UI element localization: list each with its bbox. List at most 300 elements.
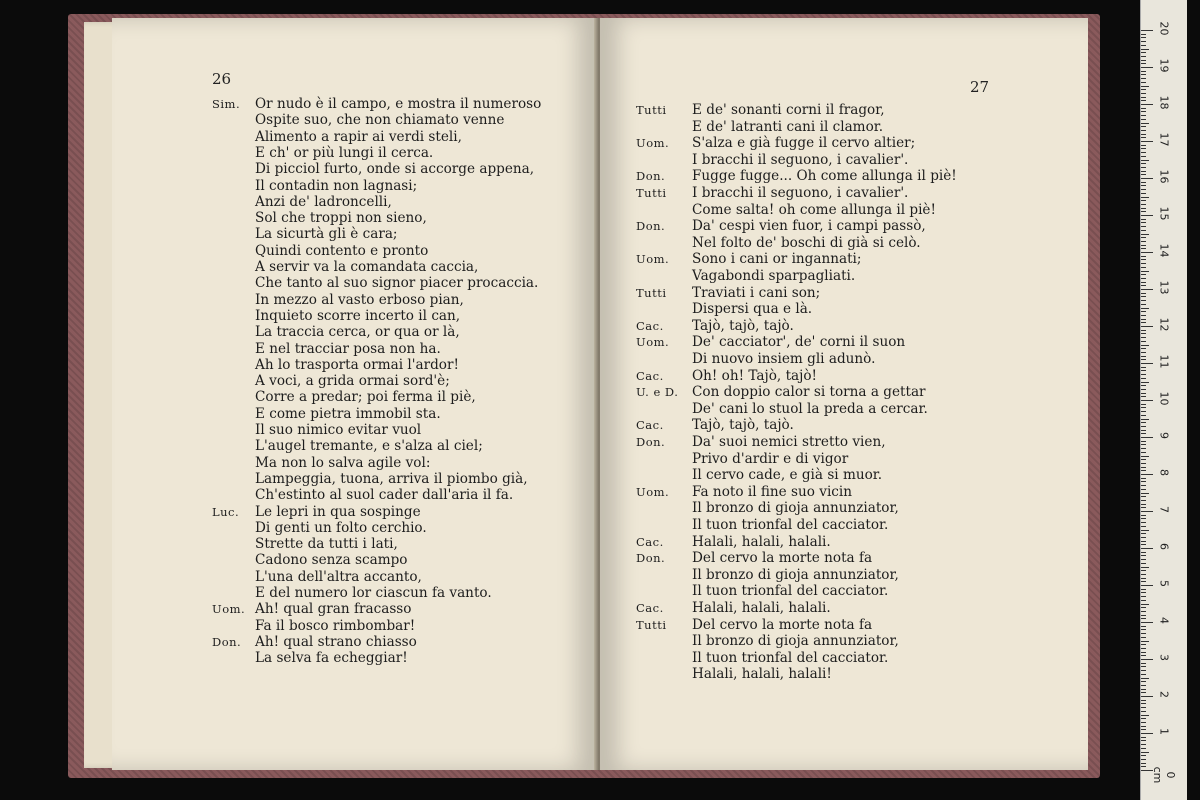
ruler-minor-tick [1141,267,1146,268]
ruler-minor-tick [1141,470,1146,471]
verse-line: Del cervo la morte nota fa [692,550,873,567]
speaker-label: Luc. [212,504,240,519]
ruler-minor-tick [1141,663,1146,664]
speaker-label: Cac. [636,368,664,383]
speaker-label: Don. [636,219,666,234]
ruler-minor-tick [1141,97,1146,98]
ruler-minor-tick [1141,185,1146,186]
speaker-label: Tutti [636,103,667,117]
ruler-minor-tick [1141,60,1146,61]
verse-line: Del cervo la morte nota fa [692,616,873,633]
ruler-tick [1141,67,1153,68]
ruler-minor-tick [1141,711,1146,712]
ruler-minor-tick [1141,385,1146,386]
ruler-tick [1141,659,1153,660]
ruler-minor-tick [1141,393,1146,394]
ruler-label: 7 [1157,506,1171,513]
ruler-label: 9 [1157,432,1171,439]
ruler-minor-tick [1141,600,1146,601]
ruler-minor-tick [1141,56,1146,57]
ruler-minor-tick [1141,737,1146,738]
ruler-minor-tick [1141,189,1146,190]
ruler-minor-tick [1141,441,1146,442]
ruler-minor-tick [1141,419,1149,420]
ruler-minor-tick [1141,204,1146,205]
ruler-minor-tick [1141,500,1146,501]
ruler-minor-tick [1141,211,1146,212]
left-page [112,18,596,770]
verse-line: Halali, halali, halali. [692,600,831,616]
verse-line: S'alza e già fugge il cervo altier; [692,135,916,152]
ruler-tick [1141,363,1153,364]
verse-line: Ah! qual strano chiasso [255,633,417,650]
ruler-minor-tick [1141,626,1146,627]
ruler-minor-tick [1141,234,1149,235]
verse-line: E nel tracciar posa non ha. [255,340,441,357]
ruler-minor-tick [1141,230,1146,231]
ruler-label: 18 [1157,95,1171,110]
ruler-tick [1141,474,1153,475]
ruler-minor-tick [1141,700,1146,701]
ruler-minor-tick [1141,300,1146,301]
verse-line: Il bronzo di gioja annunziator, [692,500,899,517]
verse-line: La sicurtà gli è cara; [255,226,398,243]
ruler-minor-tick [1141,285,1146,286]
ruler-minor-tick [1141,382,1149,383]
right-page [600,18,1088,770]
ruler-minor-tick [1141,115,1146,116]
ruler-label: 2 [1157,691,1171,698]
verse-line: Strette da tutti i lati, [255,536,398,553]
ruler-label: 8 [1157,469,1171,476]
ruler-minor-tick [1141,93,1146,94]
verse-line: Di genti un folto cerchio. [255,519,427,536]
ruler-minor-tick [1141,407,1146,408]
ruler-label: 6 [1157,543,1171,550]
verse-line: Fa il bosco rimbombar! [255,617,416,634]
verse-line: La selva fa echeggiar! [255,650,408,667]
ruler-minor-tick [1141,256,1146,257]
ruler-minor-tick [1141,108,1146,109]
ruler-minor-tick [1141,374,1146,375]
ruler-minor-tick [1141,526,1146,527]
ruler-minor-tick [1141,518,1146,519]
ruler-minor-tick [1141,145,1146,146]
ruler-minor-tick [1141,319,1146,320]
ruler-minor-tick [1141,248,1146,249]
ruler-minor-tick [1141,607,1146,608]
ruler-minor-tick [1141,293,1146,294]
verse-line: Nel folto de' boschi di già si celò. [692,234,921,251]
ruler-minor-tick [1141,678,1149,679]
ruler-minor-tick [1141,341,1146,342]
ruler-minor-tick [1141,493,1149,494]
ruler-minor-tick [1141,581,1146,582]
ruler-minor-tick [1141,71,1146,72]
verse-line: Tajò, tajò, tajò. [692,417,794,434]
ruler-minor-tick [1141,63,1146,64]
ruler-label: 3 [1157,654,1171,661]
ruler-minor-tick [1141,41,1146,42]
verse-line: Lampeggia, tuona, arriva il piombo già, [255,470,528,487]
ruler-minor-tick [1141,367,1146,368]
ruler-label: 15 [1157,206,1171,221]
ruler-label: 11 [1157,354,1171,369]
ruler-minor-tick [1141,111,1146,112]
ruler-minor-tick [1141,456,1149,457]
ruler-label: 14 [1157,243,1171,258]
ruler-minor-tick [1141,452,1146,453]
ruler-minor-tick [1141,167,1146,168]
ruler-minor-tick [1141,559,1146,560]
ruler-minor-tick [1141,563,1146,564]
verse-line: Il tuon trionfal del cacciator. [692,649,889,666]
verse-line: Halali, halali, halali! [692,666,832,683]
verse-line: Le lepri in qua sospinge [255,503,421,520]
speaker-label: Cac. [636,534,664,549]
ruler-minor-tick [1141,729,1146,730]
verse-line: Con doppio calor si torna a gettar [692,384,926,401]
ruler-tick [1141,585,1153,586]
ruler-minor-tick [1141,655,1146,656]
ruler-minor-tick [1141,193,1146,194]
ruler-label: 1 [1157,728,1171,735]
ruler-minor-tick [1141,274,1146,275]
ruler-minor-tick [1141,544,1146,545]
speaker-label: Uom. [212,602,246,617]
verse-line: A voci, a grida ormai sord'è; [255,373,450,390]
ruler-minor-tick [1141,478,1146,479]
speaker-label: Cac. [636,601,664,615]
ruler-minor-tick [1141,226,1146,227]
ruler-minor-tick [1141,411,1146,412]
ruler-minor-tick [1141,567,1149,568]
ruler-minor-tick [1141,515,1146,516]
ruler-minor-tick [1141,282,1146,283]
ruler-label: 0 cm [1151,766,1177,784]
verse-line: E come pietra immobil sta. [255,405,441,422]
verse-line: De' cacciator', de' corni il suon [692,334,906,351]
ruler-minor-tick [1141,596,1146,597]
ruler-minor-tick [1141,637,1146,638]
speaker-label: Uom. [636,252,670,267]
ruler-minor-tick [1141,322,1146,323]
verse-line: E de' latranti cani il clamor. [692,118,884,135]
ruler-minor-tick [1141,463,1146,464]
verse-line: Dispersi qua e là. [692,301,813,318]
ruler-minor-tick [1141,308,1149,309]
verse-line: Ma non lo salva agile vol: [255,454,431,471]
speaker-label: U. e D. [636,385,679,400]
ruler-tick [1141,215,1153,216]
verse-line: Ch'estinto al suol cader dall'aria il fa. [255,487,514,504]
page-number-right: 27 [970,78,990,96]
ruler-minor-tick [1141,45,1146,46]
ruler-tick [1141,141,1153,142]
ruler-minor-tick [1141,692,1146,693]
verse-line: Fugge fugge... Oh come allunga il piè! [692,168,957,185]
ruler-minor-tick [1141,541,1146,542]
ruler-minor-tick [1141,755,1146,756]
verse-line: Or nudo è il campo, e mostra il numeroso [255,96,542,112]
ruler-minor-tick [1141,78,1146,79]
ruler-minor-tick [1141,311,1146,312]
ruler-minor-tick [1141,422,1146,423]
ruler-tick [1141,548,1153,549]
ruler-tick [1141,30,1153,31]
ruler-minor-tick [1141,148,1146,149]
verse-line: Il contadin non lagnasi; [255,177,418,194]
ruler-tick [1141,289,1153,290]
ruler-minor-tick [1141,444,1146,445]
ruler-minor-tick [1141,496,1146,497]
verse-line: Sol che troppi non sieno, [255,210,427,227]
ruler-minor-tick [1141,219,1146,220]
ruler-minor-tick [1141,715,1149,716]
verse-line: E de' sonanti corni il fragor, [692,102,885,118]
ruler-minor-tick [1141,433,1146,434]
speaker-label: Tutti [636,285,667,300]
ruler-minor-tick [1141,670,1146,671]
ruler-minor-tick [1141,134,1146,135]
ruler-minor-tick [1141,641,1149,642]
ruler-minor-tick [1141,633,1146,634]
ruler-minor-tick [1141,685,1146,686]
verse-line: Vagabondi sparpagliati. [692,268,856,284]
ruler-minor-tick [1141,197,1149,198]
verse-line: De' cani lo stuol la preda a cercar. [692,400,928,417]
ruler-minor-tick [1141,759,1146,760]
verse-line: Oh! oh! Tajò, tajò! [692,367,817,384]
ruler-minor-tick [1141,589,1146,590]
speaker-label: Uom. [636,335,670,350]
ruler-minor-tick [1141,481,1146,482]
verse-line: Anzi de' ladroncelli, [255,193,392,210]
ruler-label: 16 [1157,169,1171,184]
ruler-label: 13 [1157,280,1171,295]
speaker-label: Sim. [212,97,241,111]
verse-line: E del numero lor ciascun fa vanto. [255,585,492,601]
verse-line: Alimento a rapir ai verdi steli, [255,128,462,145]
verse-line: Di nuovo insiem gli adunò. [692,351,876,367]
ruler-minor-tick [1141,208,1146,209]
verse-line: L'augel tremante, e s'alza al ciel; [255,438,483,455]
ruler-minor-tick [1141,171,1146,172]
verse-line: Privo d'ardir e di vigor [692,450,849,467]
ruler-minor-tick [1141,126,1146,127]
ruler-tick [1141,326,1153,327]
verse-line: Il tuon trionfal del cacciator. [692,517,889,533]
verse-line: Il suo nimico evitar vuol [255,422,422,438]
ruler-minor-tick [1141,278,1146,279]
ruler-tick [1141,400,1153,401]
verse-line: Da' cespi vien fuor, i campi passò, [692,218,926,235]
speaker-label: Tutti [636,617,667,632]
ruler-minor-tick [1141,766,1146,767]
ruler-minor-tick [1141,707,1146,708]
ruler-tick [1141,252,1153,253]
verse-line: Ah! qual gran fracasso [255,601,412,618]
ruler-minor-tick [1141,337,1146,338]
ruler-minor-tick [1141,263,1146,264]
ruler-minor-tick [1141,174,1146,175]
ruler-minor-tick [1141,130,1146,131]
speaker-label: Cac. [636,418,664,433]
ruler-minor-tick [1141,378,1146,379]
ruler-minor-tick [1141,415,1146,416]
ruler-minor-tick [1141,82,1146,83]
ruler-tick [1141,437,1153,438]
ruler-minor-tick [1141,49,1149,50]
ruler-minor-tick [1141,648,1146,649]
verse-line: E ch' or più lungi il cerca. [255,144,434,161]
ruler-label: 5 [1157,580,1171,587]
speaker-label: Don. [212,634,242,649]
ruler-minor-tick [1141,74,1146,75]
verse-line: La traccia cerca, or qua or là, [255,324,460,341]
ruler-tick [1141,622,1153,623]
verse-line: Il tuon trionfal del cacciator. [692,583,889,600]
ruler-label: 20 [1157,21,1171,36]
ruler-minor-tick [1141,333,1146,334]
measurement-ruler [1140,0,1187,800]
ruler-minor-tick [1141,467,1146,468]
ruler-minor-tick [1141,448,1146,449]
speaker-label: Tutti [636,186,667,200]
ruler-minor-tick [1141,718,1146,719]
ruler-minor-tick [1141,618,1146,619]
ruler-minor-tick [1141,259,1146,260]
page-number-left: 26 [212,70,232,88]
ruler-minor-tick [1141,459,1146,460]
ruler-minor-tick [1141,37,1146,38]
ruler-label: 17 [1157,132,1171,147]
speaker-label: Don. [636,551,666,566]
ruler-minor-tick [1141,52,1146,53]
speaker-label: Don. [636,169,666,184]
ruler-minor-tick [1141,489,1146,490]
ruler-minor-tick [1141,744,1146,745]
verse-line: Cadono senza scampo [255,552,408,569]
ruler-minor-tick [1141,160,1149,161]
ruler-tick [1141,696,1153,697]
ruler-minor-tick [1141,352,1146,353]
verse-line: I bracchi il seguono, i cavalier'. [692,151,909,168]
ruler-minor-tick [1141,430,1146,431]
verse-line: Quindi contento e pronto [255,242,429,259]
verse-line: Come salta! oh come allunga il piè! [692,201,936,218]
ruler-minor-tick [1141,370,1146,371]
ruler-minor-tick [1141,533,1146,534]
verse-line: Halali, halali, halali. [692,533,831,550]
verse-line: In mezzo al vasto erboso pian, [255,291,464,308]
ruler-minor-tick [1141,296,1146,297]
ruler-minor-tick [1141,304,1146,305]
ruler-minor-tick [1141,389,1146,390]
ruler-minor-tick [1141,100,1146,101]
ruler-minor-tick [1141,245,1146,246]
ruler-label: 10 [1157,391,1171,406]
ruler-minor-tick [1141,241,1146,242]
ruler-minor-tick [1141,552,1146,553]
ruler-minor-tick [1141,615,1146,616]
verse-line: L'una dell'altra accanto, [255,568,422,585]
ruler-minor-tick [1141,348,1146,349]
ruler-minor-tick [1141,123,1149,124]
ruler-minor-tick [1141,119,1146,120]
ruler-minor-tick [1141,200,1146,201]
verse-line: Traviati i cani son; [692,284,821,301]
ruler-minor-tick [1141,726,1146,727]
ruler-minor-tick [1141,396,1146,397]
verse-line: A servir va la comandata caccia, [255,259,479,275]
verse-line: Il bronzo di gioja annunziator, [692,566,899,583]
ruler-minor-tick [1141,740,1146,741]
ruler-minor-tick [1141,359,1146,360]
ruler-minor-tick [1141,674,1146,675]
ruler-minor-tick [1141,530,1149,531]
ruler-minor-tick [1141,752,1149,753]
ruler-minor-tick [1141,237,1146,238]
ruler-minor-tick [1141,345,1149,346]
ruler-minor-tick [1141,89,1146,90]
ruler-minor-tick [1141,592,1146,593]
ruler-minor-tick [1141,604,1149,605]
ruler-minor-tick [1141,504,1146,505]
ruler-minor-tick [1141,315,1146,316]
ruler-minor-tick [1141,34,1146,35]
verse-line: Sono i cani or ingannati; [692,251,862,268]
ruler-minor-tick [1141,156,1146,157]
ruler-minor-tick [1141,578,1146,579]
speaker-label: Cac. [636,318,664,333]
verse-line: Che tanto al suo signor piacer procaccia. [255,275,539,292]
ruler-minor-tick [1141,522,1146,523]
verse-line: Inquieto scorre incerto il can, [255,307,461,324]
ruler-minor-tick [1141,537,1146,538]
ruler-minor-tick [1141,644,1146,645]
ruler-minor-tick [1141,681,1146,682]
ruler-minor-tick [1141,652,1146,653]
ruler-minor-tick [1141,163,1146,164]
ruler-minor-tick [1141,404,1146,405]
ruler-tick [1141,733,1153,734]
verse-line: Da' suoi nemici stretto vien, [692,434,886,450]
ruler-minor-tick [1141,426,1146,427]
ruler-minor-tick [1141,703,1146,704]
ruler-minor-tick [1141,356,1146,357]
verse-line: Ah lo trasporta ormai l'ardor! [255,356,459,373]
ruler-minor-tick [1141,137,1146,138]
ruler-minor-tick [1141,222,1146,223]
speaker-label: Don. [636,435,666,449]
ruler-label: 12 [1157,317,1171,332]
ruler-minor-tick [1141,330,1146,331]
ruler-tick [1141,511,1153,512]
ruler-label: 19 [1157,58,1171,73]
verse-line: Il cervo cade, e già si muor. [692,467,883,484]
ruler-tick [1141,104,1153,105]
ruler-minor-tick [1141,722,1146,723]
ruler-minor-tick [1141,629,1146,630]
ruler-minor-tick [1141,574,1146,575]
ruler-minor-tick [1141,507,1146,508]
speaker-label: Uom. [636,484,670,499]
ruler-minor-tick [1141,555,1146,556]
ruler-label: 4 [1157,617,1171,624]
ruler-minor-tick [1141,86,1149,87]
verse-line: Fa noto il fine suo vicin [692,483,853,500]
